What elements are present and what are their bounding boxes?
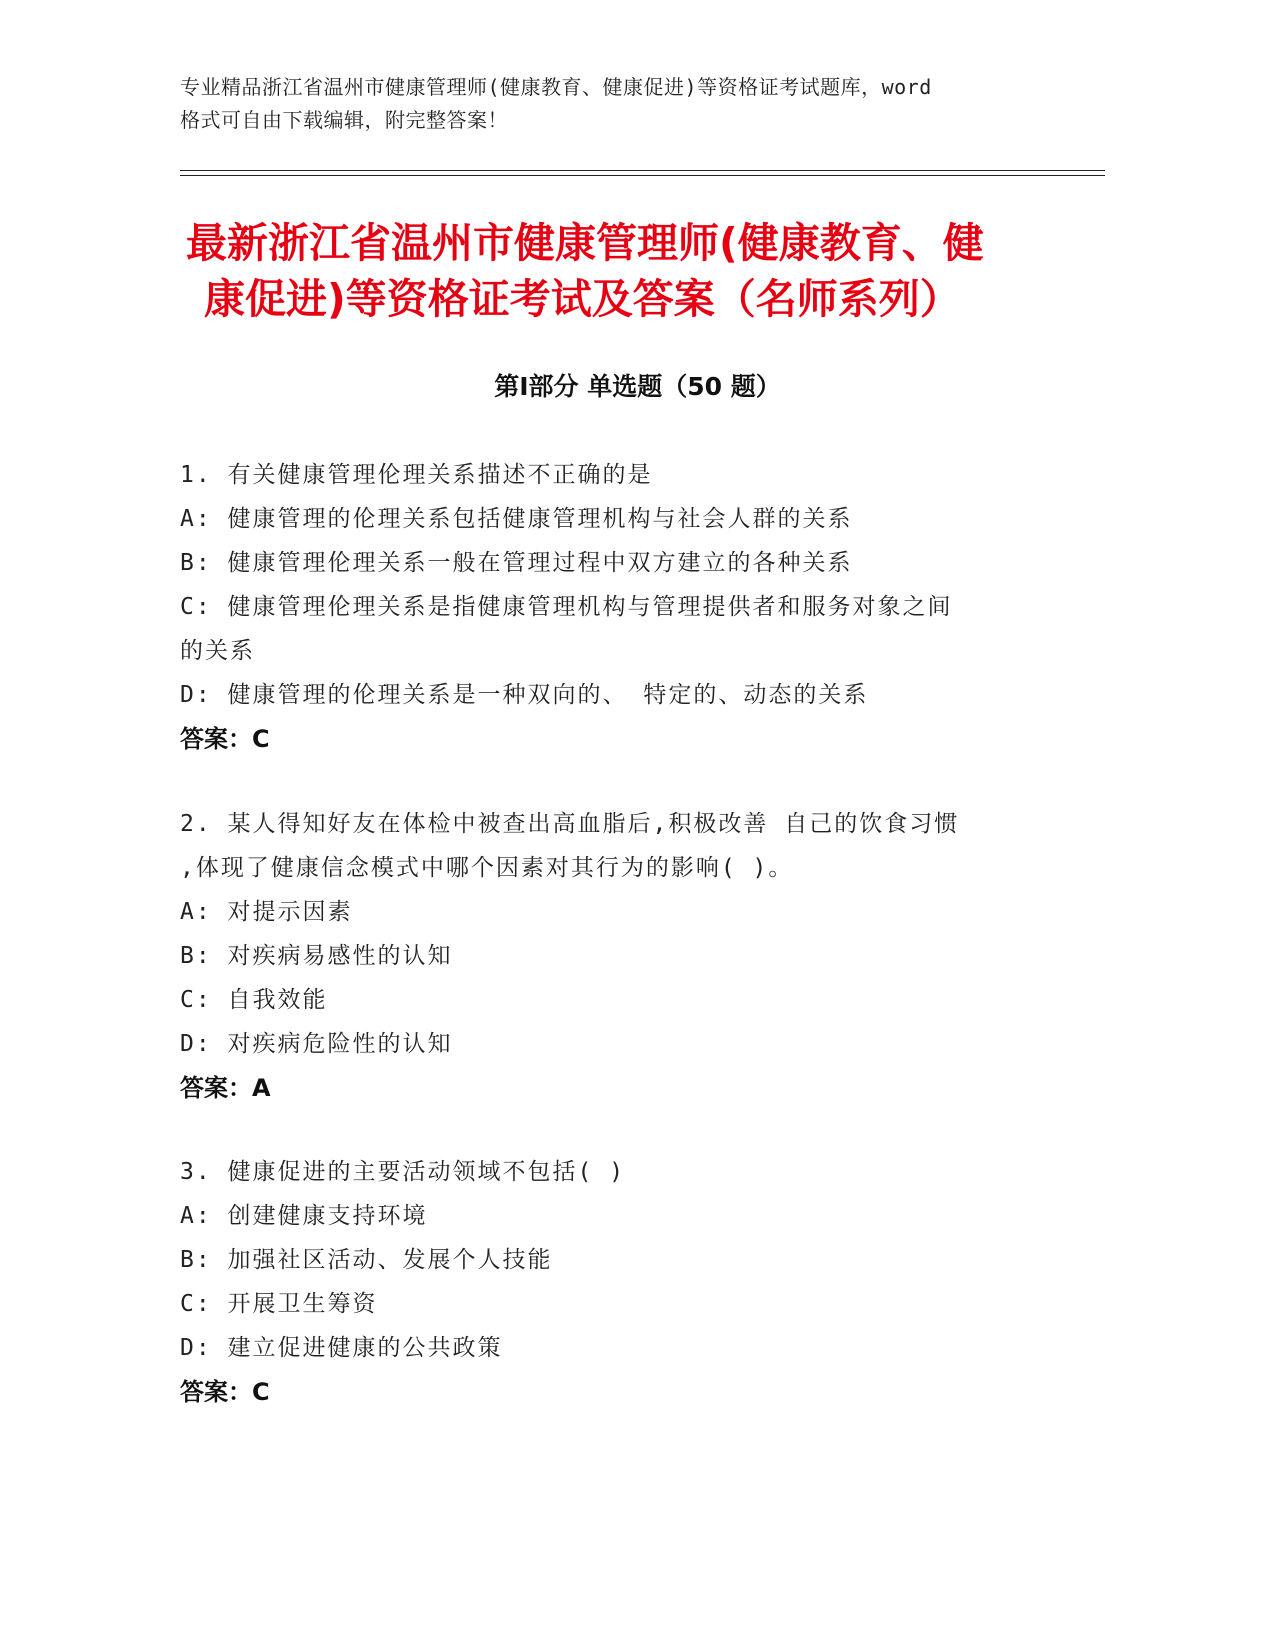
option-a: A: 创建健康支持环境 [180,1203,428,1229]
question-stem: 1. 有关健康管理伦理关系描述不正确的是 [180,462,653,488]
question-block [180,453,1080,761]
option-b: B: 对疾病易感性的认知 [180,943,453,969]
intro-line: 专业精品浙江省温州市健康管理师(健康教育、健康促进)等资格证考试题库，word [180,75,932,99]
option-c: C: 开展卫生筹资 [180,1291,378,1317]
title-line: 康促进)等资格证考试及答案（名师系列） [204,275,961,323]
option-b: B: 加强社区活动、发展个人技能 [180,1247,553,1273]
header-divider [180,175,1105,176]
question-block [180,802,1080,1110]
option-b: B: 健康管理伦理关系一般在管理过程中双方建立的各种关系 [180,550,853,576]
question-stem: 2. 某人得知好友在体检中被查出高血脂后,积极改善 自己的饮食习惯 [180,811,960,837]
option-a: A: 对提示因素 [180,899,353,925]
section-title: 第Ⅰ部分 单选题（50 题） [494,372,781,401]
intro-line: 格式可自由下载编辑，附完整答案！ [180,108,508,132]
document-title [186,215,1086,327]
question-stem-continuation: ,体现了健康信念模式中哪个因素对其行为的影响( )。 [180,855,794,881]
header-divider [180,170,1105,171]
question-stem: 3. 健康促进的主要活动领域不包括( ) [180,1159,626,1185]
option-a: A: 健康管理的伦理关系包括健康管理机构与社会人群的关系 [180,506,853,532]
title-line: 最新浙江省温州市健康管理师(健康教育、健 [186,219,984,267]
option-d: D: 健康管理的伦理关系是一种双向的、 特定的、动态的关系 [180,682,869,708]
option-d: D: 建立促进健康的公共政策 [180,1335,503,1361]
intro-text [180,71,1100,137]
answer-label: 答案：C [180,1378,270,1406]
option-c-continuation: 的关系 [180,638,255,664]
option-c: C: 健康管理伦理关系是指健康管理机构与管理提供者和服务对象之间 [180,594,953,620]
option-c: C: 自我效能 [180,987,328,1013]
option-d: D: 对疾病危险性的认知 [180,1031,453,1057]
answer-label: 答案：A [180,1074,271,1102]
answer-label: 答案：C [180,725,270,753]
question-block [180,1150,1080,1414]
